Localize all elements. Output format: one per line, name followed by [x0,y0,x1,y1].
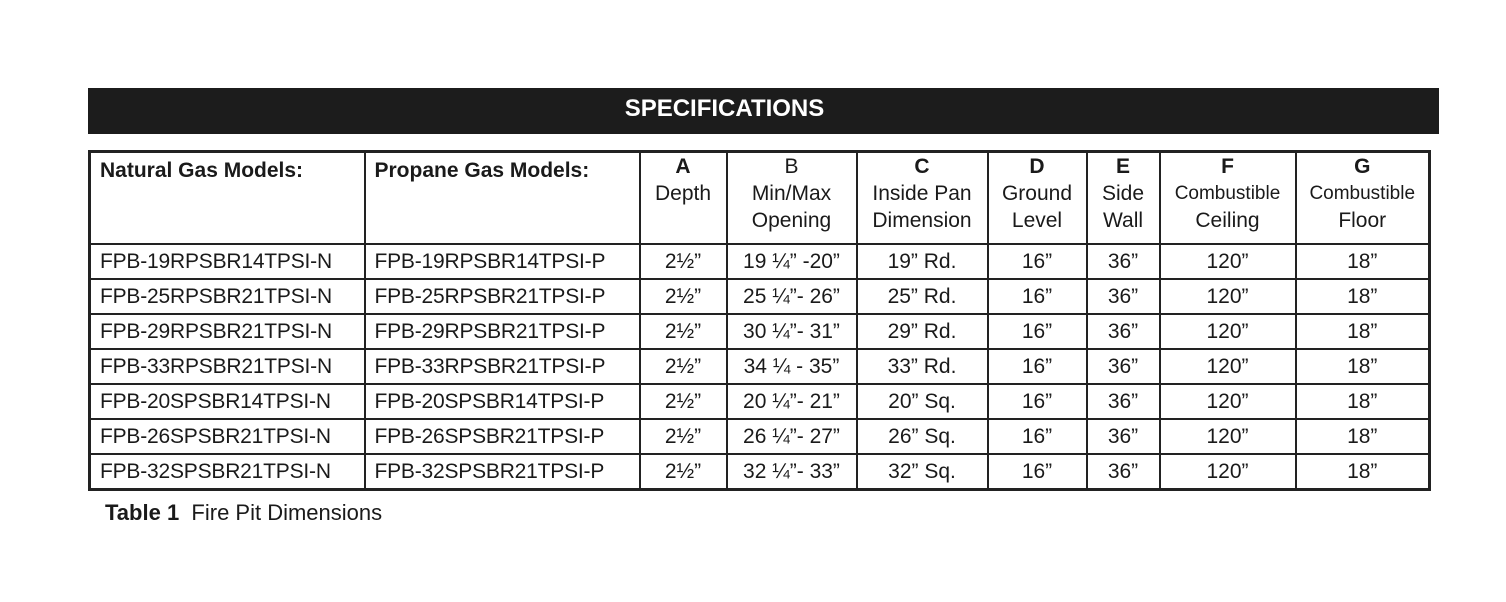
banner-title: SPECIFICATIONS [624,95,825,122]
header-row [90,152,1430,245]
ground-level-cell: 16” [988,279,1087,314]
table-row [90,384,1430,419]
propane-gas-model-cell: FPB-20SPSBR14TPSI-P [365,384,640,419]
depth-cell: 2½” [640,314,727,349]
header-letter: E [1115,155,1130,178]
table-row [90,419,1430,454]
ground-level-cell: 16” [988,244,1087,279]
header-label: Wall [1102,209,1144,232]
natural-gas-model-cell: FPB-29RPSBR21TPSI-N [90,314,365,349]
specifications-banner [88,88,1439,134]
inside-pan-cell: 19” Rd. [857,244,988,279]
inside-pan-cell: 25” Rd. [857,279,988,314]
propane-gas-model-cell: FPB-19RPSBR14TPSI-P [365,244,640,279]
table-row [90,454,1430,490]
side-wall-cell: 36” [1087,279,1160,314]
combustible-ceiling-cell: 120” [1160,314,1296,349]
opening-cell: 19 ¼” -20” [727,244,857,279]
header-label: Combustible [1309,183,1416,204]
table-body [90,244,1430,490]
depth-cell: 2½” [640,244,727,279]
header-label: Floor [1338,209,1387,232]
combustible-ceiling-cell: 120” [1160,454,1296,490]
depth-cell: 2½” [640,419,727,454]
header-propane-gas-models: Propane Gas Models: [365,152,640,245]
opening-cell: 20 ¼”- 21” [727,384,857,419]
opening-cell: 34 ¼ - 35” [727,349,857,384]
side-wall-cell: 36” [1087,349,1160,384]
natural-gas-model-cell: FPB-33RPSBR21TPSI-N [90,349,365,384]
ground-level-cell: 16” [988,419,1087,454]
combustible-ceiling-cell: 120” [1160,419,1296,454]
table-header [90,152,1430,245]
header-f-combustible-ceiling [1160,152,1296,245]
table-row [90,244,1430,279]
header-label: Dimension [872,209,972,232]
depth-cell: 2½” [640,384,727,419]
combustible-floor-cell: 18” [1296,419,1430,454]
depth-cell: 2½” [640,454,727,490]
combustible-floor-cell: 18” [1296,279,1430,314]
side-wall-cell: 36” [1087,454,1160,490]
ground-level-cell: 16” [988,349,1087,384]
header-letter: A [675,155,691,178]
side-wall-cell: 36” [1087,384,1160,419]
combustible-floor-cell: 18” [1296,244,1430,279]
propane-gas-model-cell: FPB-29RPSBR21TPSI-P [365,314,640,349]
header-e-side-wall [1087,152,1160,245]
header-letter: B [784,155,799,178]
depth-cell: 2½” [640,349,727,384]
header-label: Combustible [1174,183,1281,204]
combustible-ceiling-cell: 120” [1160,349,1296,384]
side-wall-cell: 36” [1087,419,1160,454]
table-caption [105,500,382,526]
propane-gas-model-cell: FPB-26SPSBR21TPSI-P [365,419,640,454]
header-a-depth [640,152,727,245]
table-row [90,279,1430,314]
inside-pan-cell: 32” Sq. [857,454,988,490]
fire-pit-specifications-table [88,150,1431,491]
opening-cell: 26 ¼”- 27” [727,419,857,454]
header-g-combustible-floor [1296,152,1430,245]
table-row [90,314,1430,349]
header-label: Inside Pan [872,182,972,205]
inside-pan-cell: 29” Rd. [857,314,988,349]
combustible-ceiling-cell: 120” [1160,244,1296,279]
header-letter: C [914,155,930,178]
combustible-floor-cell: 18” [1296,384,1430,419]
header-label: Ceiling [1195,209,1260,232]
propane-gas-model-cell: FPB-25RPSBR21TPSI-P [365,279,640,314]
propane-gas-model-cell: FPB-32SPSBR21TPSI-P [365,454,640,490]
natural-gas-model-cell: FPB-19RPSBR14TPSI-N [90,244,365,279]
header-label: Ground [1001,182,1073,205]
table-row [90,349,1430,384]
header-letter: D [1029,155,1045,178]
side-wall-cell: 36” [1087,244,1160,279]
opening-cell: 30 ¼”- 31” [727,314,857,349]
header-label: Level [1011,209,1063,232]
header-letter: F [1221,155,1234,178]
combustible-floor-cell: 18” [1296,314,1430,349]
opening-cell: 32 ¼”- 33” [727,454,857,490]
header-b-opening [727,152,857,245]
header-label: Min/Max [751,182,832,205]
header-natural-gas-models: Natural Gas Models: [90,152,365,245]
combustible-floor-cell: 18” [1296,454,1430,490]
natural-gas-model-cell: FPB-32SPSBR21TPSI-N [90,454,365,490]
header-d-ground-level [988,152,1087,245]
inside-pan-cell: 26” Sq. [857,419,988,454]
ground-level-cell: 16” [988,454,1087,490]
inside-pan-cell: 33” Rd. [857,349,988,384]
natural-gas-model-cell: FPB-26SPSBR21TPSI-N [90,419,365,454]
header-label: Depth [654,182,712,205]
side-wall-cell: 36” [1087,314,1160,349]
opening-cell: 25 ¼”- 26” [727,279,857,314]
ground-level-cell: 16” [988,384,1087,419]
ground-level-cell: 16” [988,314,1087,349]
natural-gas-model-cell: FPB-25RPSBR21TPSI-N [90,279,365,314]
combustible-ceiling-cell: 120” [1160,384,1296,419]
combustible-ceiling-cell: 120” [1160,279,1296,314]
header-label: Side [1101,182,1145,205]
propane-gas-model-cell: FPB-33RPSBR21TPSI-P [365,349,640,384]
header-label: Opening [751,209,832,232]
depth-cell: 2½” [640,279,727,314]
inside-pan-cell: 20” Sq. [857,384,988,419]
caption-text: Fire Pit Dimensions [191,500,383,525]
natural-gas-model-cell: FPB-20SPSBR14TPSI-N [90,384,365,419]
header-c-inside-pan [857,152,988,245]
combustible-floor-cell: 18” [1296,349,1430,384]
header-letter: G [1354,155,1371,178]
caption-label: Table 1 [105,500,180,525]
